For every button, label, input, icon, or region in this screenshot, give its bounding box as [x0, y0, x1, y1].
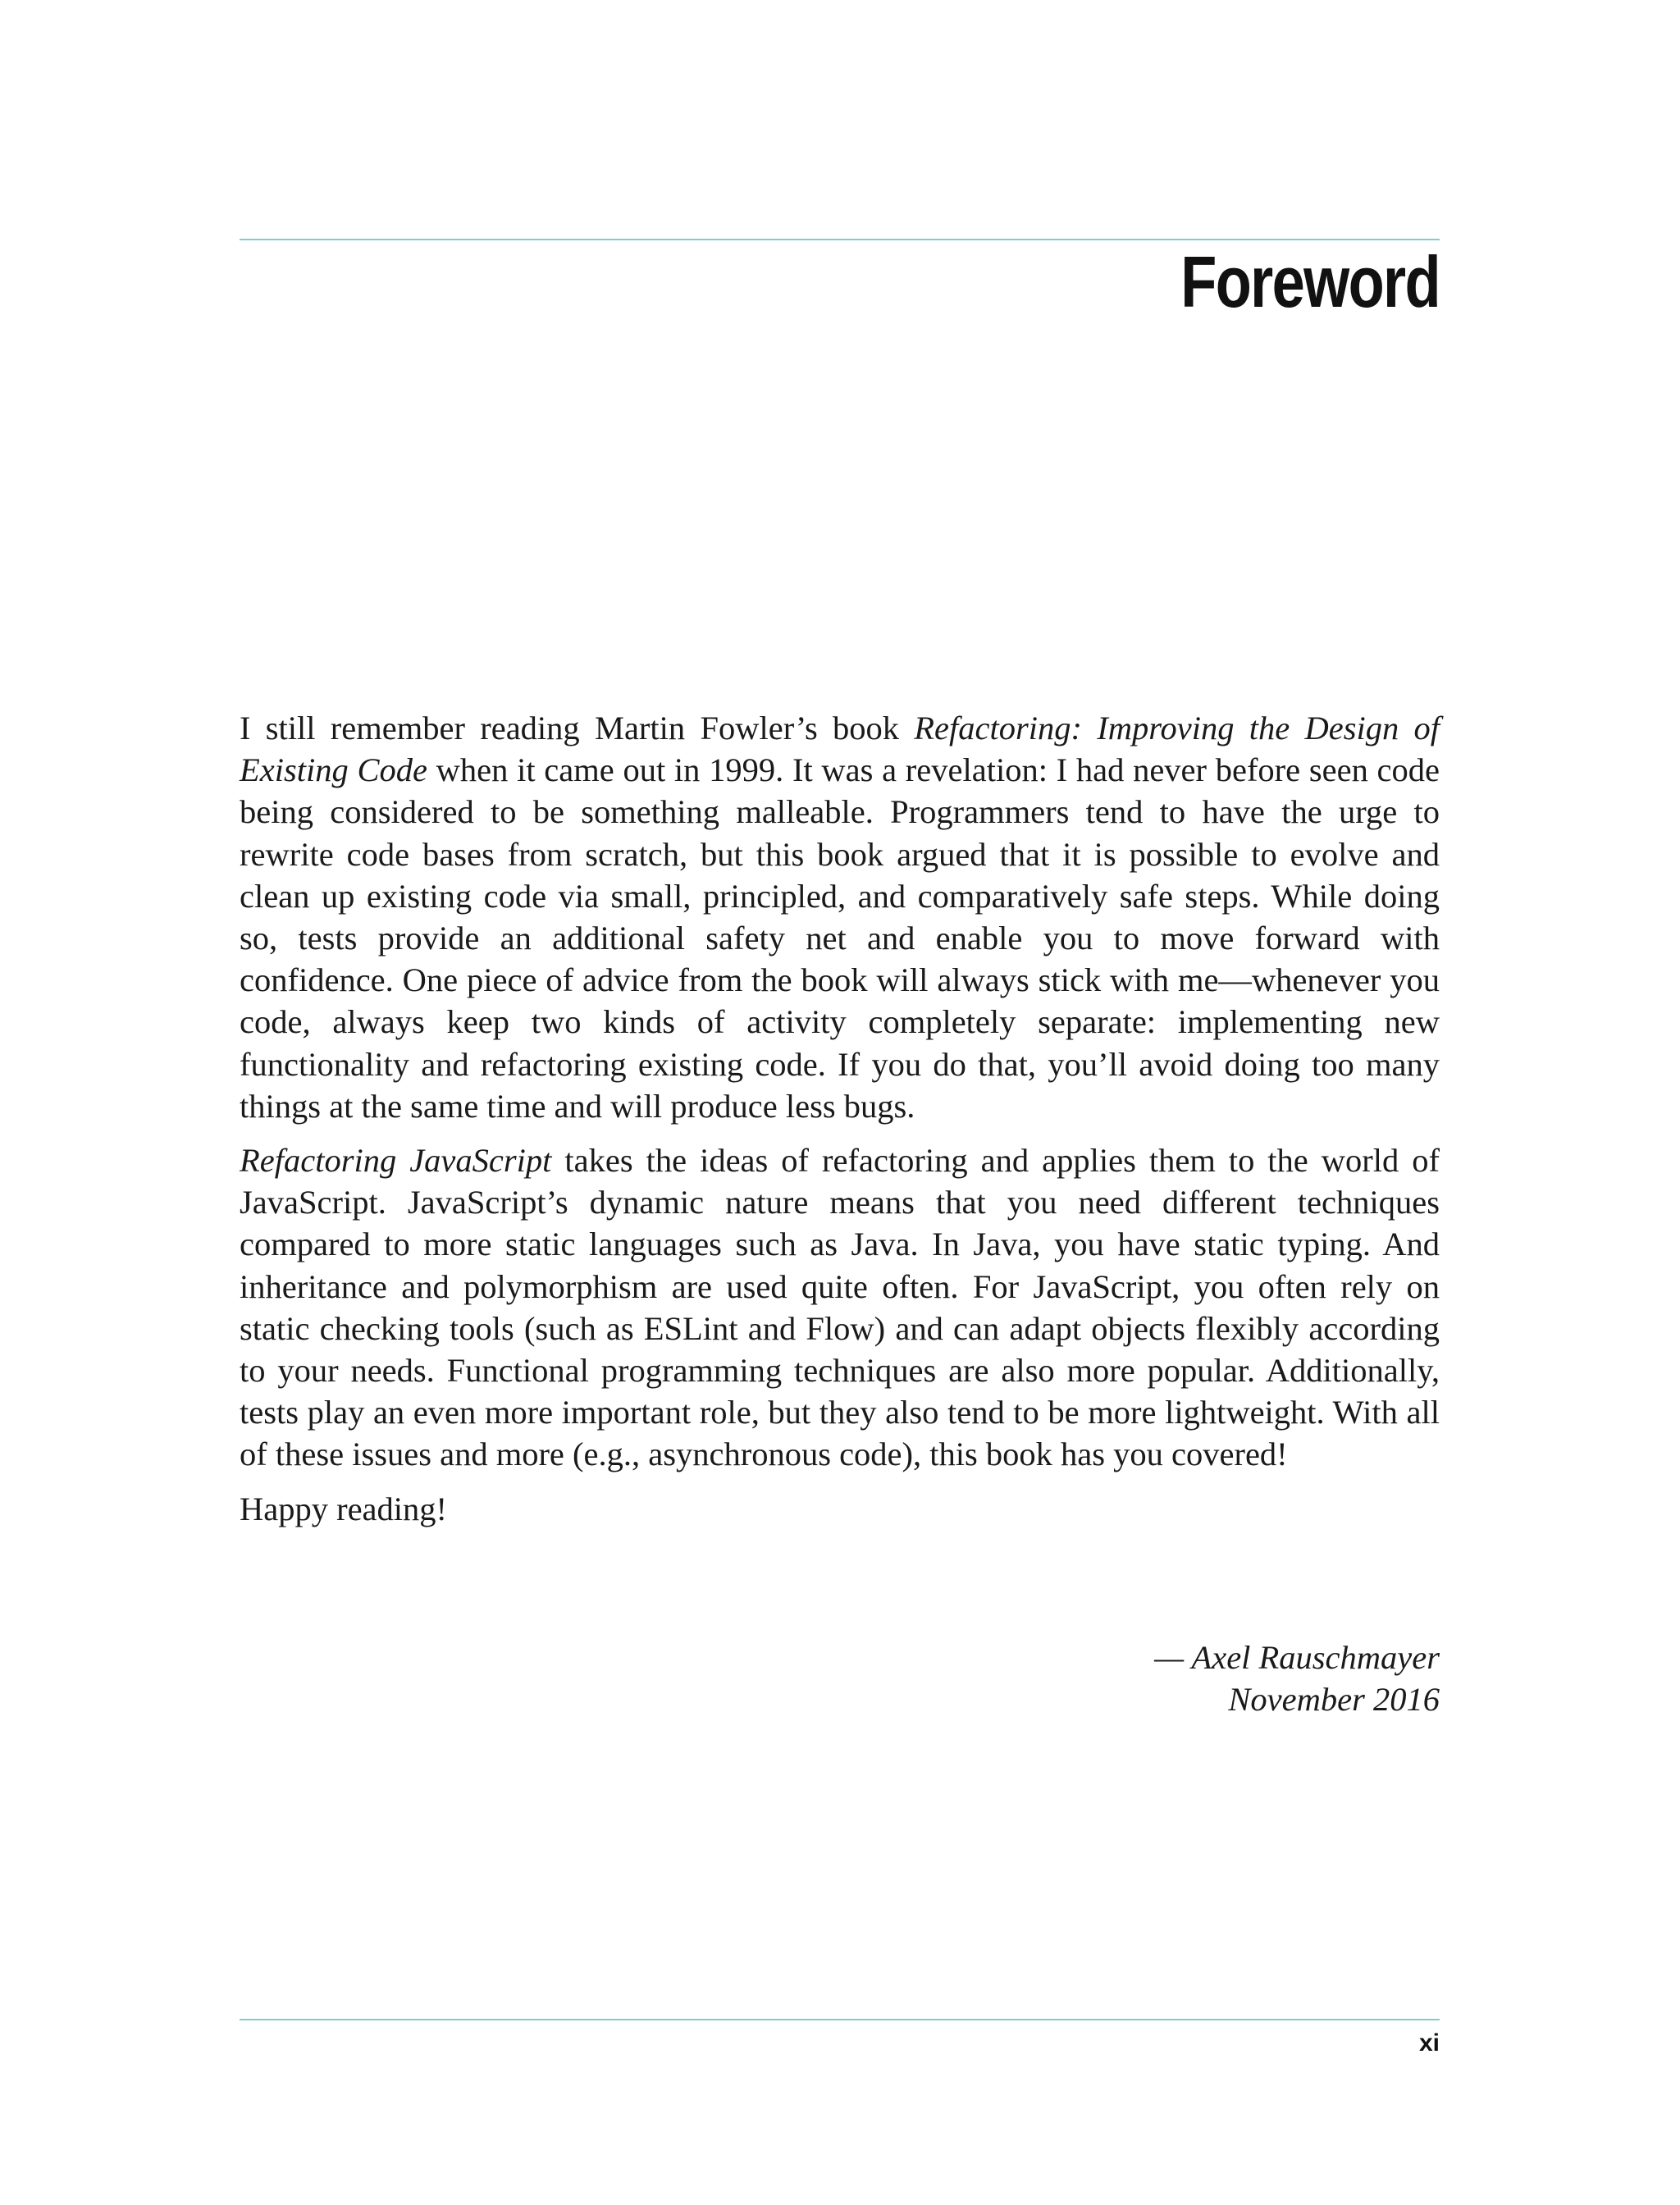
book-title-refactoring-javascript: Refactoring JavaScript	[240, 1142, 552, 1180]
paragraph-1-text-1: I still remember reading Martin Fowler’s book	[240, 710, 915, 746]
book-title-refactoring: Refactoring: Improving the Design of Existing Code	[240, 710, 1440, 789]
paragraph-3	[240, 1488, 1440, 1530]
paragraph-1-text-2: when it came out in 1999. It was a revelation: I had never before seen code being considered to be something malleable. Programmers tend to have the urge to rewrite code bases from scratch, but this book argued that it is possible to evolve and clean up existing code via small, principled, and comparatively safe steps. While doing so, tests provide an additional safety net and enable you to move forward with confidence. One piece of advice from the book will always stick with me—whenever you code, always keep two kinds of activity completely separate: implementing new functionality and refactoring existing code. If you do that, you’ll avoid doing too many things at the same time and will produce less bugs.	[240, 751, 1440, 1125]
page-number: xi	[1418, 2029, 1440, 2057]
closing-line: Happy reading!	[240, 1490, 448, 1527]
top-rule	[240, 239, 1440, 240]
signature-author: — Axel Rauschmayer	[1154, 1639, 1440, 1676]
signature-date: November 2016	[1228, 1681, 1440, 1719]
signature-block	[1154, 1637, 1440, 1720]
foreword-body	[240, 707, 1440, 1542]
paragraph-2-text: takes the ideas of refactoring and applies them to the world of JavaScript. JavaScript’s dynamic nature means that you need different techniques compared to more static languages such as Java. In Java, you have static typing. And inheritance and polymorphism are used quite often. For JavaScript, you often rely on static checking tools (such as ESLint and Flow) and can adapt objects flexibly according to your needs. Functional programming techniques are also more popular. Additionally, tests play an even more important role, but they also tend to be more lightweight. With all of these issues and more (e.g., asynchronous code), this book has you covered!	[240, 1142, 1440, 1473]
paragraph-1	[240, 707, 1440, 1127]
paragraph-2	[240, 1139, 1440, 1476]
chapter-title: Foreword	[1180, 241, 1440, 322]
bottom-rule	[240, 2019, 1440, 2020]
